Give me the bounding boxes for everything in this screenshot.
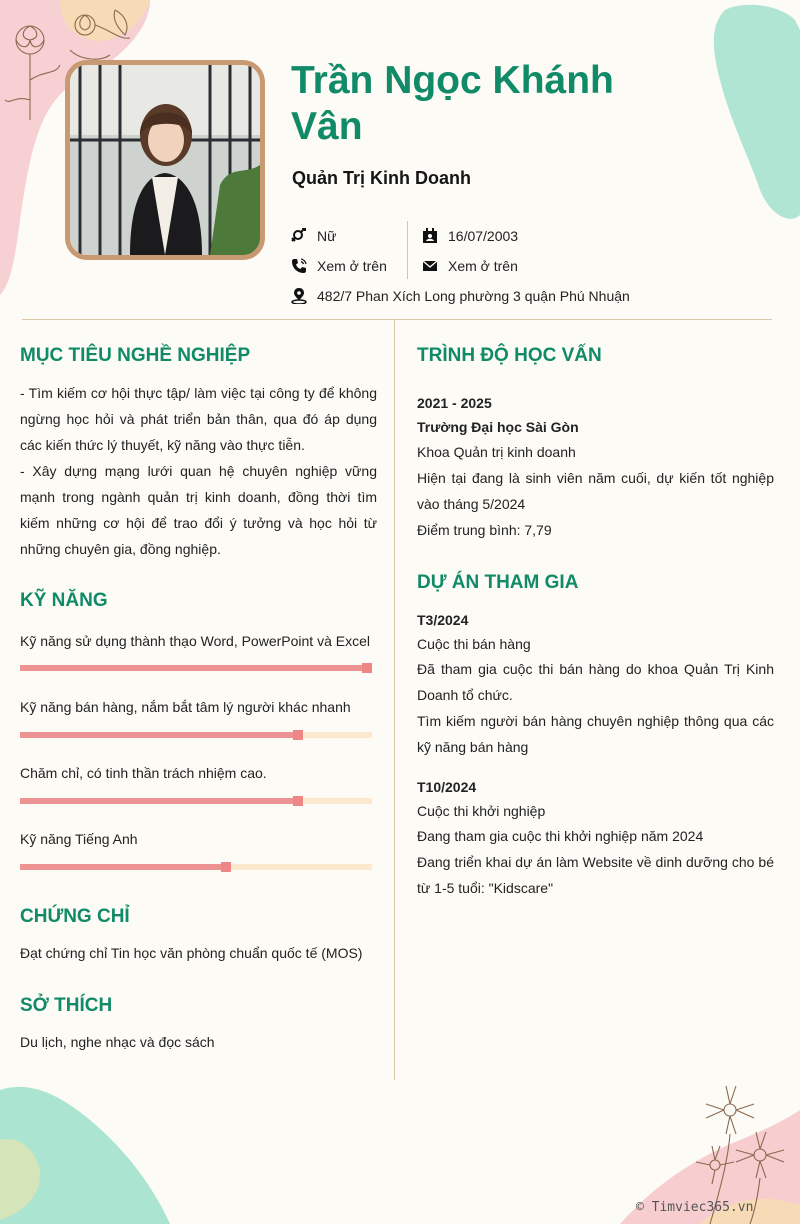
project-1-name: Cuộc thi bán hàng — [417, 636, 531, 652]
skill-bar-4 — [20, 864, 372, 870]
project-1-desc-2: Tìm kiếm người bán hàng chuyên nghiệp thông qua các kỹ năng bán hàng — [417, 713, 774, 755]
project-2-desc-1: Đang tham gia cuộc thi khởi nghiệp năm 2024 — [417, 828, 704, 844]
hobbies-item: Du lịch, nghe nhạc và đọc sách — [20, 1034, 215, 1050]
objective-text-1: - Tìm kiếm cơ hội thực tập/ làm việc tại công ty để không ngừng học hỏi và phát triển bản thân, qua đó áp dụng các kiến thức lý thuyết, kỹ năng vào thực tiễn. — [20, 385, 377, 453]
profile-photo — [70, 65, 260, 255]
email-icon — [422, 258, 438, 274]
phone-value: Xem ở trên — [317, 258, 387, 274]
profile-photo-frame — [65, 60, 265, 260]
project-2-name: Cuộc thi khởi nghiệp — [417, 803, 546, 819]
education-school: Trường Đại học Sài Gòn — [417, 419, 579, 435]
full-name: Trần Ngọc Khánh Vân — [291, 59, 614, 148]
skill-label-2: Kỹ năng bán hàng, nắm bắt tâm lý người khác nhanh — [20, 699, 351, 715]
copyright-watermark: © Timviec365.vn — [636, 1200, 754, 1215]
certificates-title: CHỨNG CHỈ — [20, 906, 130, 927]
project-1-time: T3/2024 — [417, 612, 469, 628]
skill-label-1: Kỹ năng sử dụng thành thạo Word, PowerPoint và Excel — [20, 633, 370, 649]
project-2-desc-2: Đang triển khai dự án làm Website về dinh dưỡng cho bé từ 1-5 tuổi: "Kidscare" — [417, 854, 774, 896]
birthday-value: 16/07/2003 — [448, 228, 519, 244]
job-position: Quản Trị Kinh Doanh — [292, 168, 471, 188]
info-divider — [407, 221, 408, 279]
address-row — [291, 288, 630, 304]
address-value: 482/7 Phan Xích Long phường 3 quận Phú Nhuận — [317, 288, 630, 304]
education-note: Hiện tại đang là sinh viên năm cuối, dự kiến tốt nghiệp vào tháng 5/2024 — [417, 470, 774, 512]
column-divider — [394, 320, 395, 1080]
top-right-watercolor-decoration — [700, 0, 800, 230]
phone-icon — [291, 258, 307, 274]
education-title: TRÌNH ĐỘ HỌC VẤN — [417, 345, 602, 366]
objective-title: MỤC TIÊU NGHỀ NGHIỆP — [20, 345, 251, 366]
certificate-item: Đạt chứng chỉ Tin học văn phòng chuẩn quốc tế (MOS) — [20, 945, 363, 961]
birthday-row — [422, 228, 518, 244]
project-1-desc-1: Đã tham gia cuộc thi bán hàng do khoa Quản Trị Kinh Doanh tổ chức. — [417, 661, 774, 703]
project-2-time: T10/2024 — [417, 779, 477, 795]
skills-title: KỸ NĂNG — [20, 590, 108, 611]
gender-row — [291, 228, 336, 244]
skill-label-4: Kỹ năng Tiếng Anh — [20, 831, 138, 847]
objective-text-2: - Xây dựng mạng lưới quan hệ chuyên nghiệp vững mạnh trong ngành quản trị kinh doanh, đồng thời tìm kiếm những cơ hội để trao đổi ý tưởng và học hỏi từ những chuyên gia, đồng nghiệp. — [20, 463, 377, 557]
gender-icon — [291, 228, 307, 244]
header-divider — [22, 319, 772, 320]
education-faculty: Khoa Quản trị kinh doanh — [417, 444, 576, 460]
bottom-left-watercolor-decoration — [0, 1080, 180, 1224]
calendar-icon — [422, 228, 438, 244]
skill-label-3: Chăm chỉ, có tinh thần trách nhiệm cao. — [20, 765, 267, 781]
skill-bar-1 — [20, 665, 372, 671]
skill-bar-3 — [20, 798, 372, 804]
phone-row — [291, 258, 387, 274]
email-value: Xem ở trên — [448, 258, 518, 274]
hobbies-title: SỞ THÍCH — [20, 995, 113, 1016]
gender-value: Nữ — [317, 228, 337, 244]
projects-title: DỰ ÁN THAM GIA — [417, 572, 579, 593]
location-icon — [291, 288, 307, 304]
education-period: 2021 - 2025 — [417, 395, 492, 411]
education-gpa: Điểm trung bình: 7,79 — [417, 522, 552, 538]
skill-bar-2 — [20, 732, 372, 738]
email-row — [422, 258, 518, 274]
